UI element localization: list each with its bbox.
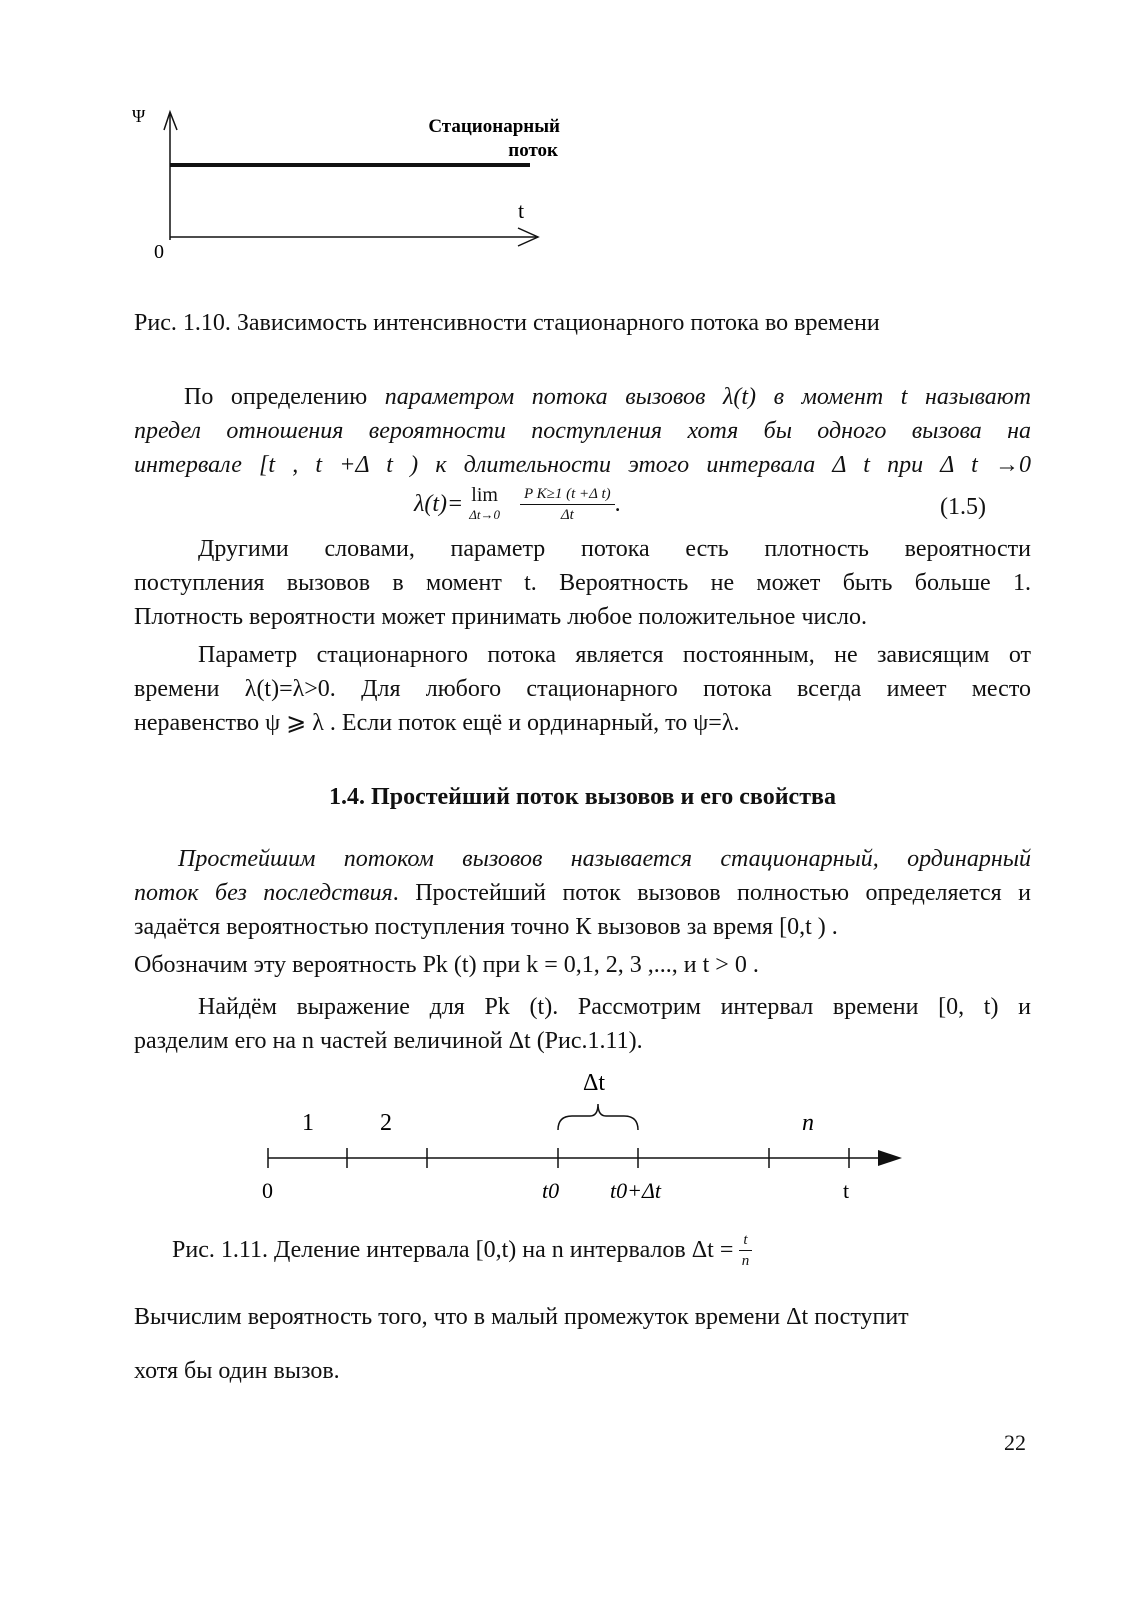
formula-fraction [520,484,615,525]
paragraph-4 [134,842,1031,982]
delta-brace [558,1104,638,1130]
caption-fraction: $\frac{t}{n}$ [739,1230,751,1271]
def-line-1-a: По определению [184,384,385,410]
origin-label: 0 [154,241,164,263]
para2-line-1: Другими словами, параметр потока есть плотность вероятности [198,536,1031,562]
segment-1-label: 1 [302,1110,314,1136]
figure-1-10-caption: Рис. 1.10. Зависимость интенсивности стационарного потока во времени [134,310,880,336]
paragraph-3 [134,638,1031,740]
paragraph-2 [134,532,1031,634]
segment-n-label: n [802,1110,814,1136]
para4-line-1: Простейшим потоком вызовов называется стационарный, ординарный [178,846,1031,872]
def-line-1-b: параметром потока вызовов λ(t) в момент t называют [384,384,1032,410]
section-heading: 1.4. Простейший поток вызовов и его свойства [329,784,836,810]
para4-line-2: поток без последствия. Простейший поток вызовов полностью определяется и [134,880,1031,906]
tick-0-label: 0 [262,1178,273,1203]
formula-number: (1.5) [940,494,986,520]
para4-line-4: Обозначим эту вероятность Pk (t) при k = 0,1, 2, 3 ,..., и t > 0 . [134,952,759,978]
para5-line-1: Найдём выражение для Pk (t). Рассмотрим интервал времени [0, t) и [198,994,1031,1020]
para2-line-3: Плотность вероятности может принимать любое положительное число. [134,604,867,630]
paragraph-5 [134,990,1031,1058]
segment-2-label: 2 [380,1110,392,1136]
formula-denominator: Δt [560,507,574,523]
para4-line-3: задаётся вероятностью поступления точно К вызовов за время [0,t ) . [134,914,838,940]
tick-t0-dt-label: t0+Δt [610,1178,661,1203]
para3-line-2: времени λ(t)=λ>0. Для любого стационарного потока всегда имеет место [134,676,1031,702]
def-line-2: предел отношения вероятности поступления хотя бы одного вызова на [134,418,1031,444]
def-line-3: интервале [t , t +Δ t ) к длительности этого интервала Δ t при Δ t →0 [134,452,1031,478]
flow-title-2: поток [508,140,558,161]
figure-1-10 [120,100,580,270]
figure-1-11 [250,1060,920,1210]
timeline-arrow [878,1150,902,1166]
tick-t-label: t [843,1178,850,1203]
delta-label: Δt [583,1070,606,1096]
formula-lim: lim Δt→0 [469,483,500,522]
para6-line-1: Вычислим вероятность того, что в малый промежуток времени Δt поступит [134,1304,909,1330]
flow-title-1: Стационарный [428,116,560,137]
y-axis-label: Ψ [132,106,146,126]
para2-line-2: поступления вызовов в момент t. Вероятность не может быть больше 1. [134,570,1031,596]
para3-line-1: Параметр стационарного потока является постоянным, не зависящим от [198,642,1031,668]
para6-line-2: хотя бы один вызов. [134,1358,340,1384]
tick-t0-label: t0 [542,1178,560,1203]
para5-line-2: разделим его на n частей величиной Δt (Рис.1.11). [134,1028,643,1054]
formula-1-5 [414,484,621,532]
formula-dot: . [614,491,621,517]
x-axis-label: t [518,198,525,223]
definition-paragraph [134,380,1031,482]
formula-lhs: λ(t)= [414,491,470,517]
def-line-1 [134,380,1031,414]
formula-numerator: P K≥1 (t +Δ t) [520,484,615,505]
page-number: 22 [1004,1430,1026,1455]
figure-1-11-caption: Рис. 1.11. Деление интервала [0,t) на n интервалов Δt = $\frac{t}{n}$ [172,1230,752,1280]
para3-line-3: неравенство ψ ⩾ λ . Если поток ещё и ординарный, то ψ=λ. [134,710,740,736]
